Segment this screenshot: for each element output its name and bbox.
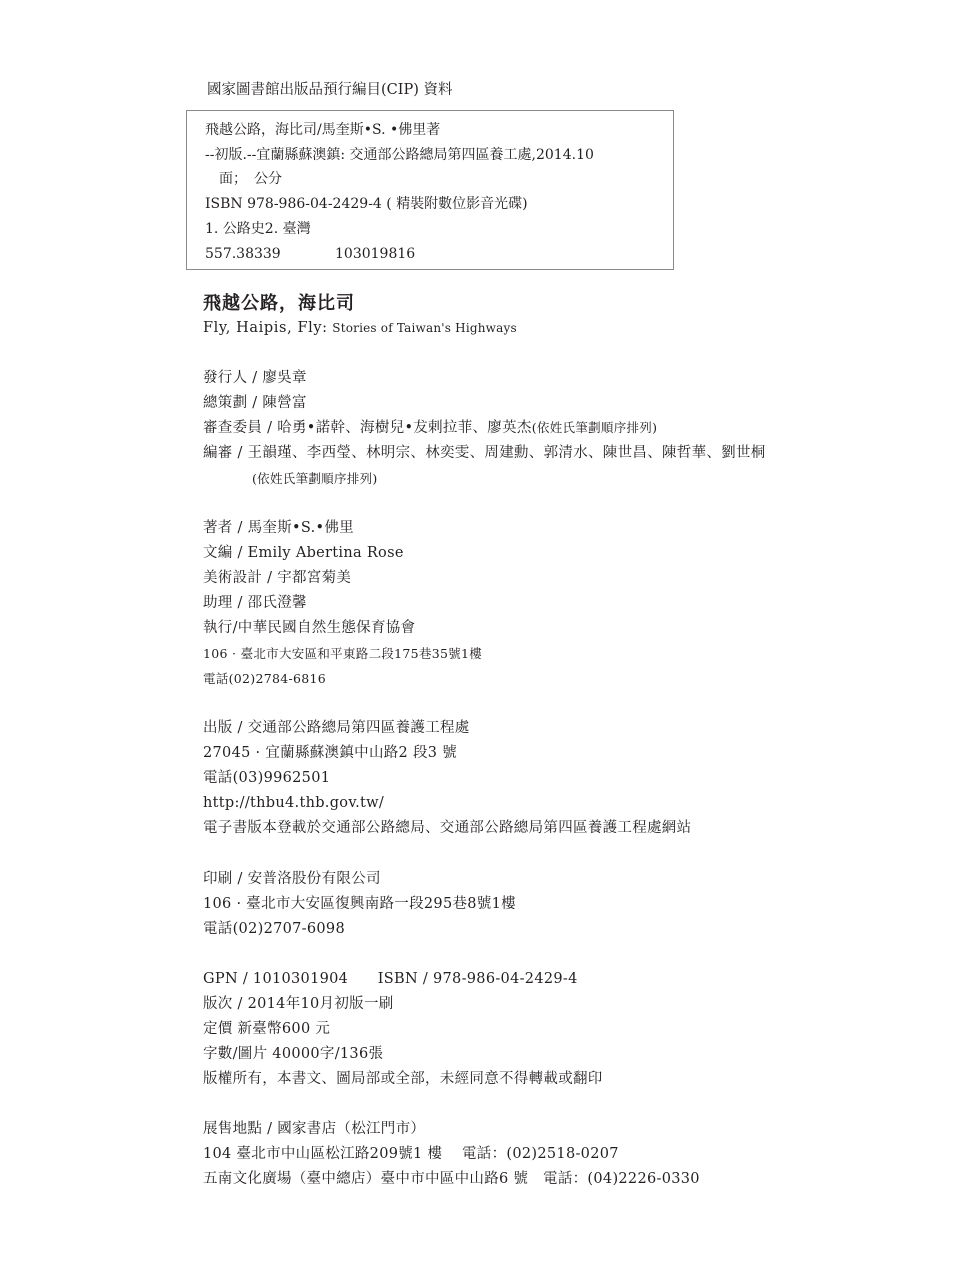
book-title-chinese: 飛越公路，海比司: [203, 293, 355, 314]
production-art-design: 美術設計 / 宇都宮菊美: [203, 570, 352, 586]
cip-record-number: 103019816: [335, 246, 416, 262]
credit-editors-note: (依姓氏筆劃順序排列): [252, 471, 378, 486]
edition-copyright: 版權所有，本書文、圖局部或全部，未經同意不得轉載或翻印: [203, 1071, 603, 1087]
credit-editors: 編審 / 王韻瑾、李西瑩、林明宗、林奕雯、周建勳、郭清水、陳世昌、陳哲華、劉世桐: [203, 445, 766, 461]
printer-address: 106 · 臺北市大安區復興南路一段295巷8號1樓: [203, 896, 516, 912]
book-title-english-subtitle: Stories of Taiwan's Highways: [332, 321, 517, 335]
sales-store-2: 五南文化廣場（臺中總店）臺中市中區中山路6 號 電話：(04)2226-0330: [203, 1171, 700, 1187]
cip-line-classification: [205, 244, 415, 264]
book-title-english: [203, 318, 517, 338]
cip-line-title: 飛越公路，海比司/馬奎斯•S. •佛里著: [205, 122, 441, 138]
edition-gpn-isbn: GPN / 1010301904 ISBN / 978-986-04-2429-4: [203, 971, 578, 987]
sales-heading: 展售地點 / 國家書店（松江門市）: [203, 1121, 426, 1137]
production-editor: 文編 / Emily Abertina Rose: [203, 545, 404, 561]
edition-price: 定價 新臺幣600 元: [203, 1021, 331, 1037]
credit-planner: 總策劃 / 陳營富: [203, 395, 307, 411]
credit-publisher-person: 發行人 / 廖吳章: [203, 370, 307, 386]
production-executor-phone: 電話(02)2784-6816: [203, 671, 327, 686]
publisher-phone: 電話(03)9962501: [203, 770, 331, 786]
cip-line-subjects: 1. 公路史2. 臺灣: [205, 221, 311, 237]
production-assistant: 助理 / 邵氏澄馨: [203, 595, 307, 611]
production-executor: 執行/中華民國自然生態保育協會: [203, 620, 416, 636]
edition-version: 版次 / 2014年10月初版一刷: [203, 996, 394, 1012]
publisher-ebook-note: 電子書版本登載於交通部公路總局、交通部公路總局第四區養護工程處網站: [203, 820, 692, 836]
production-executor-address: 106 · 臺北市大安區和平東路二段175巷35號1樓: [203, 646, 483, 661]
publisher-name: 出版 / 交通部公路總局第四區養護工程處: [203, 720, 470, 736]
printer-name: 印刷 / 安普洛股份有限公司: [203, 871, 381, 887]
publisher-url-link[interactable]: http://thbu4.thb.gov.tw/: [203, 795, 385, 811]
credit-reviewers-names: 審查委員 / 哈勇•諾幹、海樹兒•犮剌拉菲、廖英杰: [203, 420, 532, 436]
sales-store-1: 104 臺北市中山區松江路209號1 樓 電話：(02)2518-0207: [203, 1146, 619, 1162]
cip-classification-number: 557.38339: [205, 246, 281, 262]
cip-record-box: [186, 110, 674, 270]
cip-line-pages: 面； 公分: [205, 171, 282, 187]
credit-reviewers-note: (依姓氏筆劃順序排列): [531, 420, 658, 435]
cip-line-edition: --初版.--宜蘭縣蘇澳鎮: 交通部公路總局第四區養工處,2014.10: [205, 147, 594, 163]
book-title-english-main: Fly, Haipis, Fly:: [203, 320, 328, 336]
printer-phone: 電話(02)2707-6098: [203, 921, 345, 937]
publisher-address: 27045 · 宜蘭縣蘇澳鎮中山路2 段3 號: [203, 745, 458, 761]
production-author: 著者 / 馬奎斯•S.•佛里: [203, 520, 354, 536]
edition-counts: 字數/圖片 40000字/136張: [203, 1046, 384, 1062]
cip-header: 國家圖書館出版品預行編目(CIP) 資料: [207, 82, 453, 98]
cip-line-isbn: ISBN 978-986-04-2429-4 ( 精裝附數位影音光碟): [205, 196, 528, 212]
credit-reviewers: [203, 418, 657, 438]
